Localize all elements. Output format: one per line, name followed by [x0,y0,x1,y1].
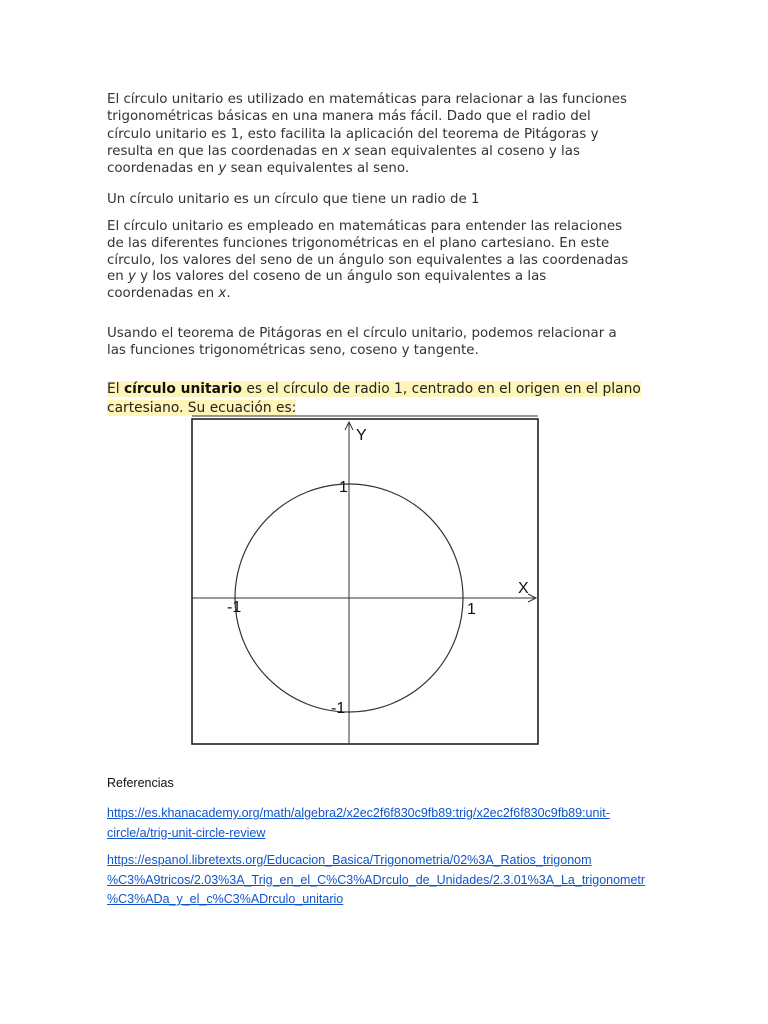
tick-label-left: -1 [227,599,242,616]
unit-circle-diagram [190,414,542,748]
x-axis-label: X [518,580,529,597]
paragraph-pythagoras: Usando el teorema de Pitágoras en el círculo unitario, podemos relacionar a las funciones trigonométricas seno, coseno y tangente. [107,326,617,358]
reference-link-khanacademy[interactable]: https://es.khanacademy.org/math/algebra2/x2ec2f6f830c9fb89:trig/x2ec2f6f830c9fb89:unit- circle/a/trig-unit-circle-review [107,806,610,840]
references-heading: Referencias [107,776,174,790]
tick-label-right: 1 [467,601,476,618]
paragraph-highlighted: El círculo unitario es el círculo de radio 1, centrado en el origen en el plano cartesiano. Su ecuación es: [107,381,641,416]
paragraph-intro: El círculo unitario es utilizado en matemáticas para relacionar a las funciones trigonométricas básicas en una manera más fácil. Dado que el radio del círculo unitario es 1, esto facilita la aplicación del teorema de Pitágoras y resulta en que las coordenadas en x sean equivalentes al coseno y las coordenadas en y sean equivalentes al seno. [107,92,627,177]
paragraph-definition: Un círculo unitario es un círculo que tiene un radio de 1 [107,192,480,207]
reference-link-libretexts[interactable]: https://espanol.libretexts.org/Educacion_Basica/Trigonometria/02%3A_Ratios_trigonom %C3%A9tricos/2.03%3A_Trig_en_el_C%C3%ADrculo_de_Unidades/2.3.01%3A_La_trigonometr %C3%ADa_y_el_c%C3%ADrculo_unitario [107,853,646,906]
unit-circle-figure [190,414,542,748]
y-axis-label: Y [356,427,367,444]
paragraph-cartesian: El círculo unitario es empleado en matemáticas para entender las relaciones de las diferentes funciones trigonométricas en el plano cartesiano. En este círculo, los valores del seno de un ángulo son equivalentes a las coordenadas en y y los valores del coseno de un ángulo son equivalentes a las coordenadas en x. [107,219,629,302]
figure-frame [192,419,538,744]
tick-label-bottom: -1 [331,700,346,717]
tick-label-top: 1 [339,479,348,496]
